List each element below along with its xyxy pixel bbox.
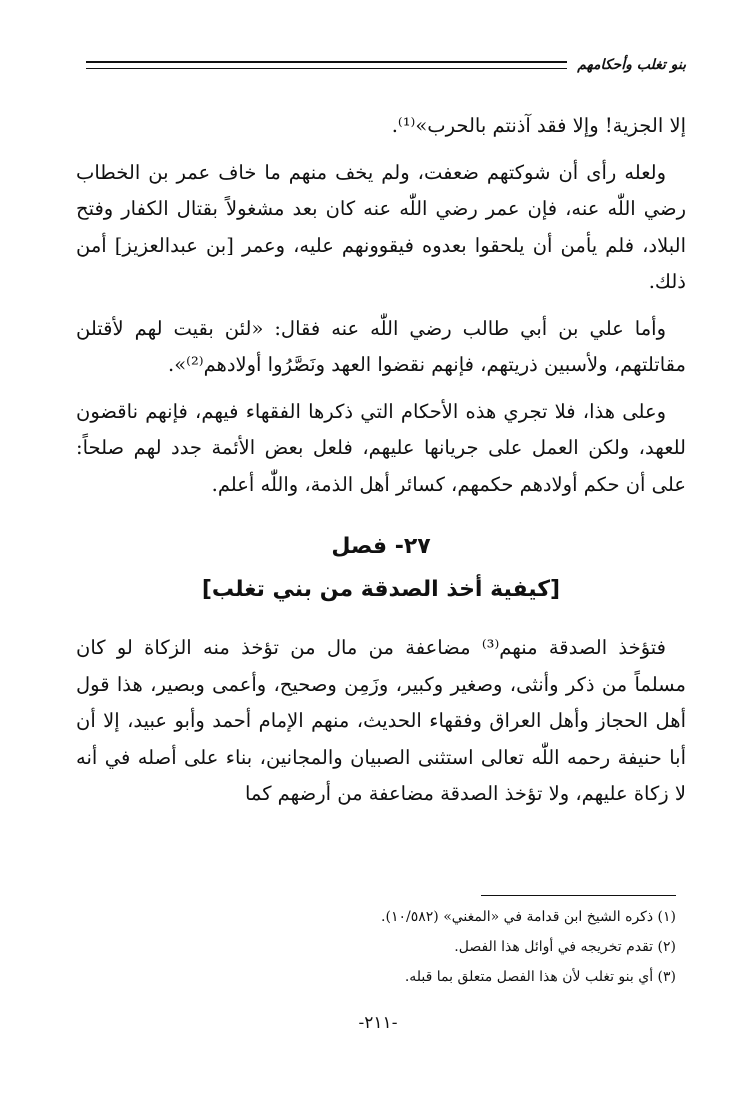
paragraph: وعلى هذا، فلا تجري هذه الأحكام التي ذكرها الفقهاء فيهم، فإنهم ناقضون للعهد، ولكن العمل على جريانها عليهم، فلعل بعض الأئمة جدد لهم صلحاً: على أن حكم أولادهم حكمهم، كسائر أهل الذمة، واللّٰه أعلم.: [76, 399, 686, 496]
footnotes: [176, 902, 676, 992]
paragraph: إلا الجزية! وإلا فقد آذنتم بالحرب»⁽¹⁾.: [391, 114, 686, 137]
chapter-number: ٢٧- فصل: [331, 534, 431, 559]
body-text: [76, 108, 686, 823]
paragraph: وأما علي بن أبي طالب رضي اللّٰه عنه فقال: «لئن بقيت لهم لأقتلن مقاتلتهم، ولأسبين ذريتهم، فإنهم نقضوا العهد ونَصَّرُوا أولادهم⁽²⁾».: [76, 316, 686, 376]
paragraph: ولعله رأى أن شوكتهم ضعفت، ولم يخف منهم ما خاف عمر بن الخطاب رضي اللّٰه عنه، فإن عمر رضي اللّٰه عنه كان بعد مشغولاً بقتال الكفار وفتح البلاد، فلم يأمن أن يلحقوا بعدوه فيقوونهم عليه، وعمر [بن عبدالعزيز] أمن ذلك.: [76, 160, 686, 293]
header-rule: [86, 61, 567, 69]
chapter-title: [كيفية أخذ الصدقة من بني تغلب]: [201, 576, 561, 602]
running-title: بنو تغلب وأحكامهم: [577, 57, 686, 73]
paragraph: فتؤخذ الصدقة منهم⁽³⁾ مضاعفة من مال من تؤخذ منه الزكاة لو كان مسلماً من ذكر وأنثى، وصغير وكبير، وزَمِن وصحيح، وأعمى وبصير، هذا قول أهل الحجاز وأهل العراق وفقهاء الحديث، منهم الإمام أحمد وأبو عبيد، إلا أن أبا حنيفة رحمه اللّٰه تعالى استثنى الصبيان والمجانين، بناء على أصله في أنه لا زكاة عليهم، ولا تؤخذ الصدقة مضاعفة من أرضهم كما: [76, 636, 686, 805]
page-number: -٢١١-: [358, 1013, 398, 1033]
footnote: (٣) أي بنو تغلب لأن هذا الفصل متعلق بما قبله.: [404, 969, 676, 985]
running-header: [86, 54, 686, 76]
footnote: (١) ذكره الشيخ ابن قدامة في «المغني» (١٠/٥٨٢).: [381, 909, 676, 925]
footnote-rule: [481, 895, 676, 896]
footnote: (٢) تقدم تخريجه في أوائل هذا الفصل.: [454, 939, 676, 955]
